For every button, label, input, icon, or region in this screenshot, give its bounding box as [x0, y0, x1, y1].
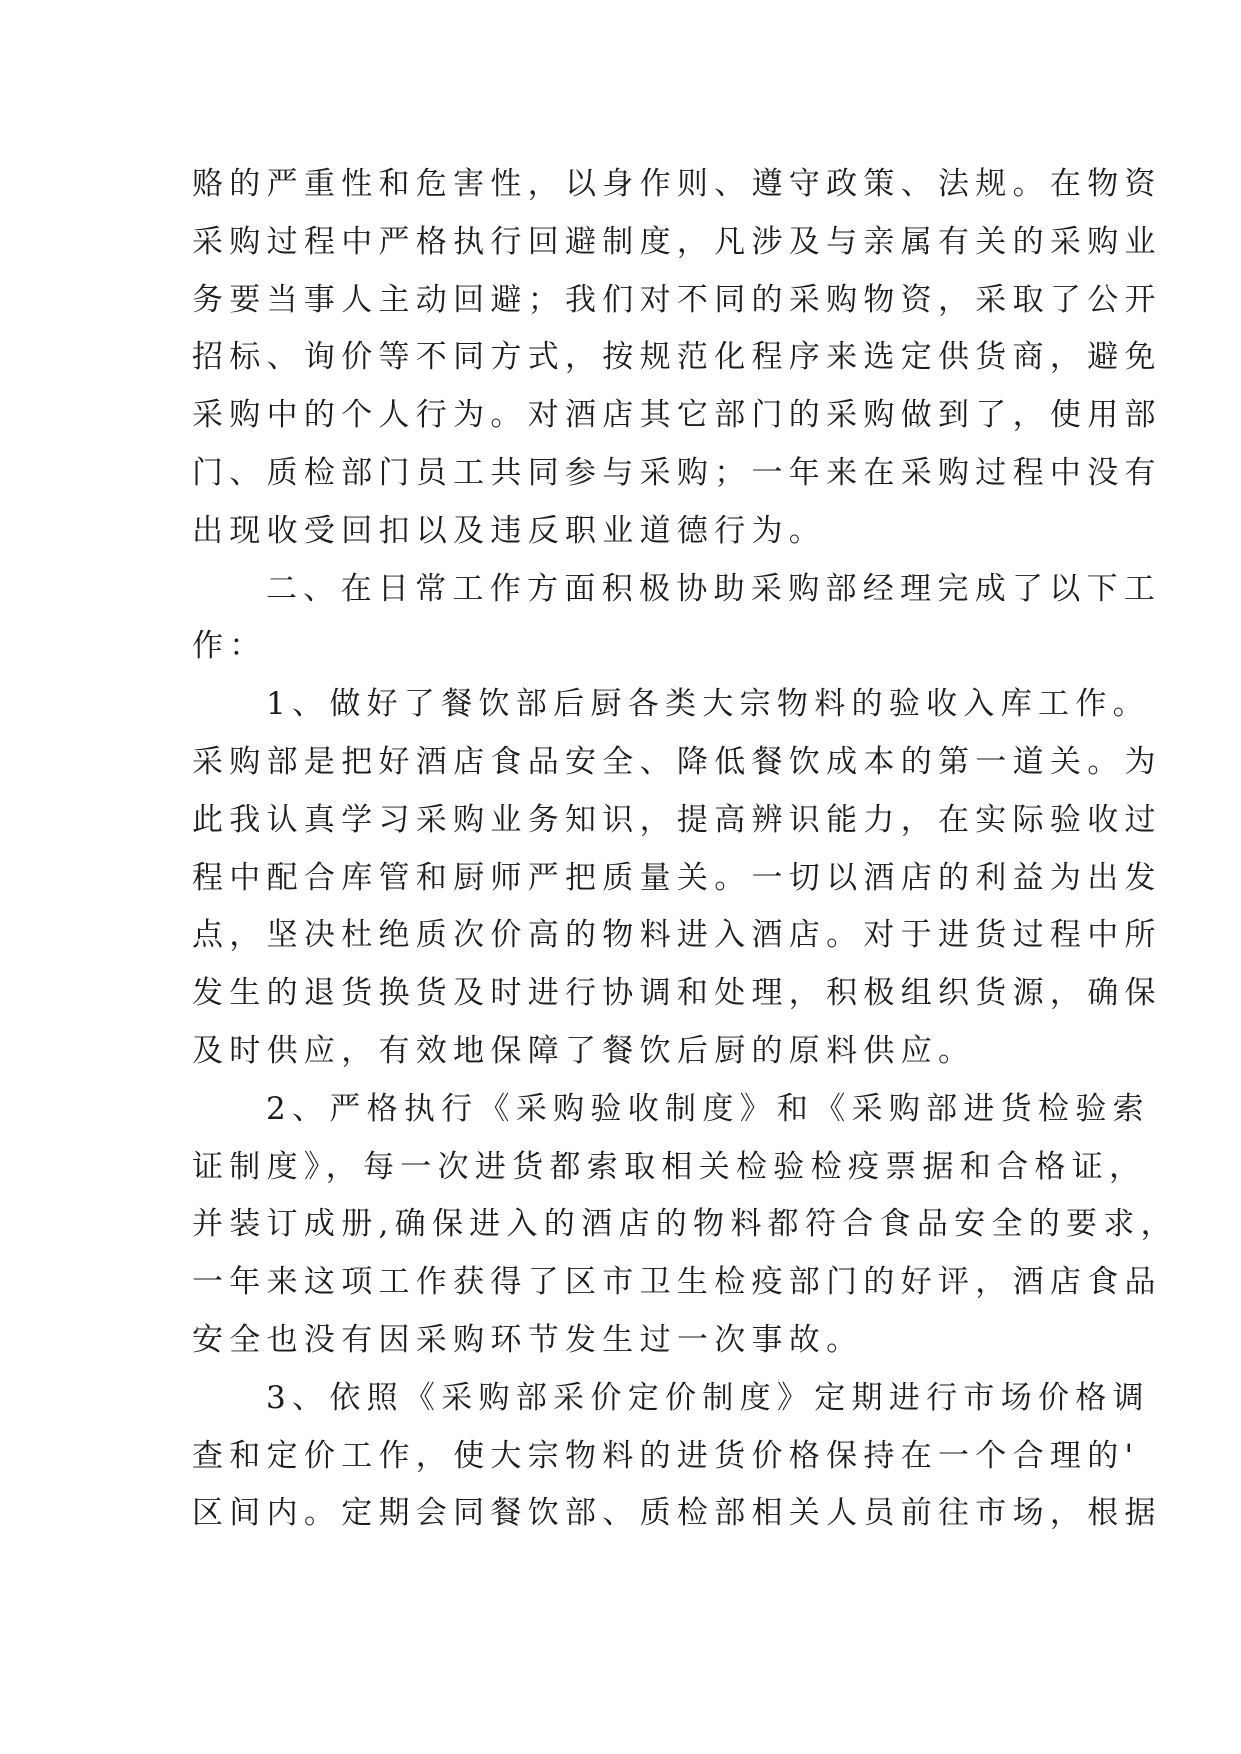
text-line: 采购部是把好酒店食品安全、降低餐饮成本的第一道关。为	[192, 743, 1162, 780]
text-line: 作：	[192, 628, 267, 665]
text-line: 赂的严重性和危害性，以身作则、遵守政策、法规。在物资	[192, 166, 1162, 202]
list-item-heading-line: 2、严格执行《采购验收制度》和《采购部进货检验索	[266, 1090, 1150, 1127]
text-line: 点，坚决杜绝质次价高的物料进入酒店。对于进货过程中所	[192, 917, 1162, 954]
text-line: 采购过程中严格执行回避制度，凡涉及与亲属有关的采购业	[192, 223, 1162, 260]
list-item-heading-line: 3、依照《采购部采价定价制度》定期进行市场价格调	[266, 1379, 1150, 1416]
text-line: 证制度》，每一次进货都索取相关检验检疫票据和合格证，	[192, 1148, 1147, 1185]
text-line: 安全也没有因采购环节发生过一次事故。	[192, 1321, 864, 1358]
text-line: 务要当事人主动回避；我们对不同的采购物资，采取了公开	[192, 281, 1162, 318]
text-line: 此我认真学习采购业务知识，提高辨识能力，在实际验收过	[192, 801, 1162, 838]
text-line: 查和定价工作，使大宗物料的进货价格保持在一个合理的'	[192, 1437, 1140, 1474]
list-item-heading-line: 1、做好了餐饮部后厨各类大宗物料的验收入库工作。	[266, 686, 1150, 723]
text-line: 及时供应，有效地保障了餐饮后厨的原料供应。	[192, 1032, 976, 1069]
text-line: 门、质检部门员工共同参与采购；一年来在采购过程中没有	[192, 454, 1162, 491]
text-line: 采购中的个人行为。对酒店其它部门的采购做到了，使用部	[192, 397, 1162, 434]
text-line: 一年来这项工作获得了区市卫生检疫部门的好评，酒店食品	[192, 1264, 1162, 1301]
text-line: 并装订成册,确保进入的酒店的物料都符合食品安全的要求，	[192, 1206, 1178, 1243]
text-line: 区间内。定期会同餐饮部、质检部相关人员前往市场，根据	[192, 1495, 1162, 1532]
text-line: 招标、询价等不同方式，按规范化程序来选定供货商，避免	[192, 339, 1162, 376]
document-page	[192, 156, 1178, 1543]
section-heading-line: 二、在日常工作方面积极协助采购部经理完成了以下工	[266, 570, 1162, 607]
text-line: 发生的退货换货及时进行协调和处理，积极组织货源，确保	[192, 975, 1162, 1012]
text-line: 出现收受回扣以及违反职业道德行为。	[192, 512, 827, 549]
text-line: 程中配合库管和厨师严把质量关。一切以酒店的利益为出发	[192, 859, 1162, 896]
